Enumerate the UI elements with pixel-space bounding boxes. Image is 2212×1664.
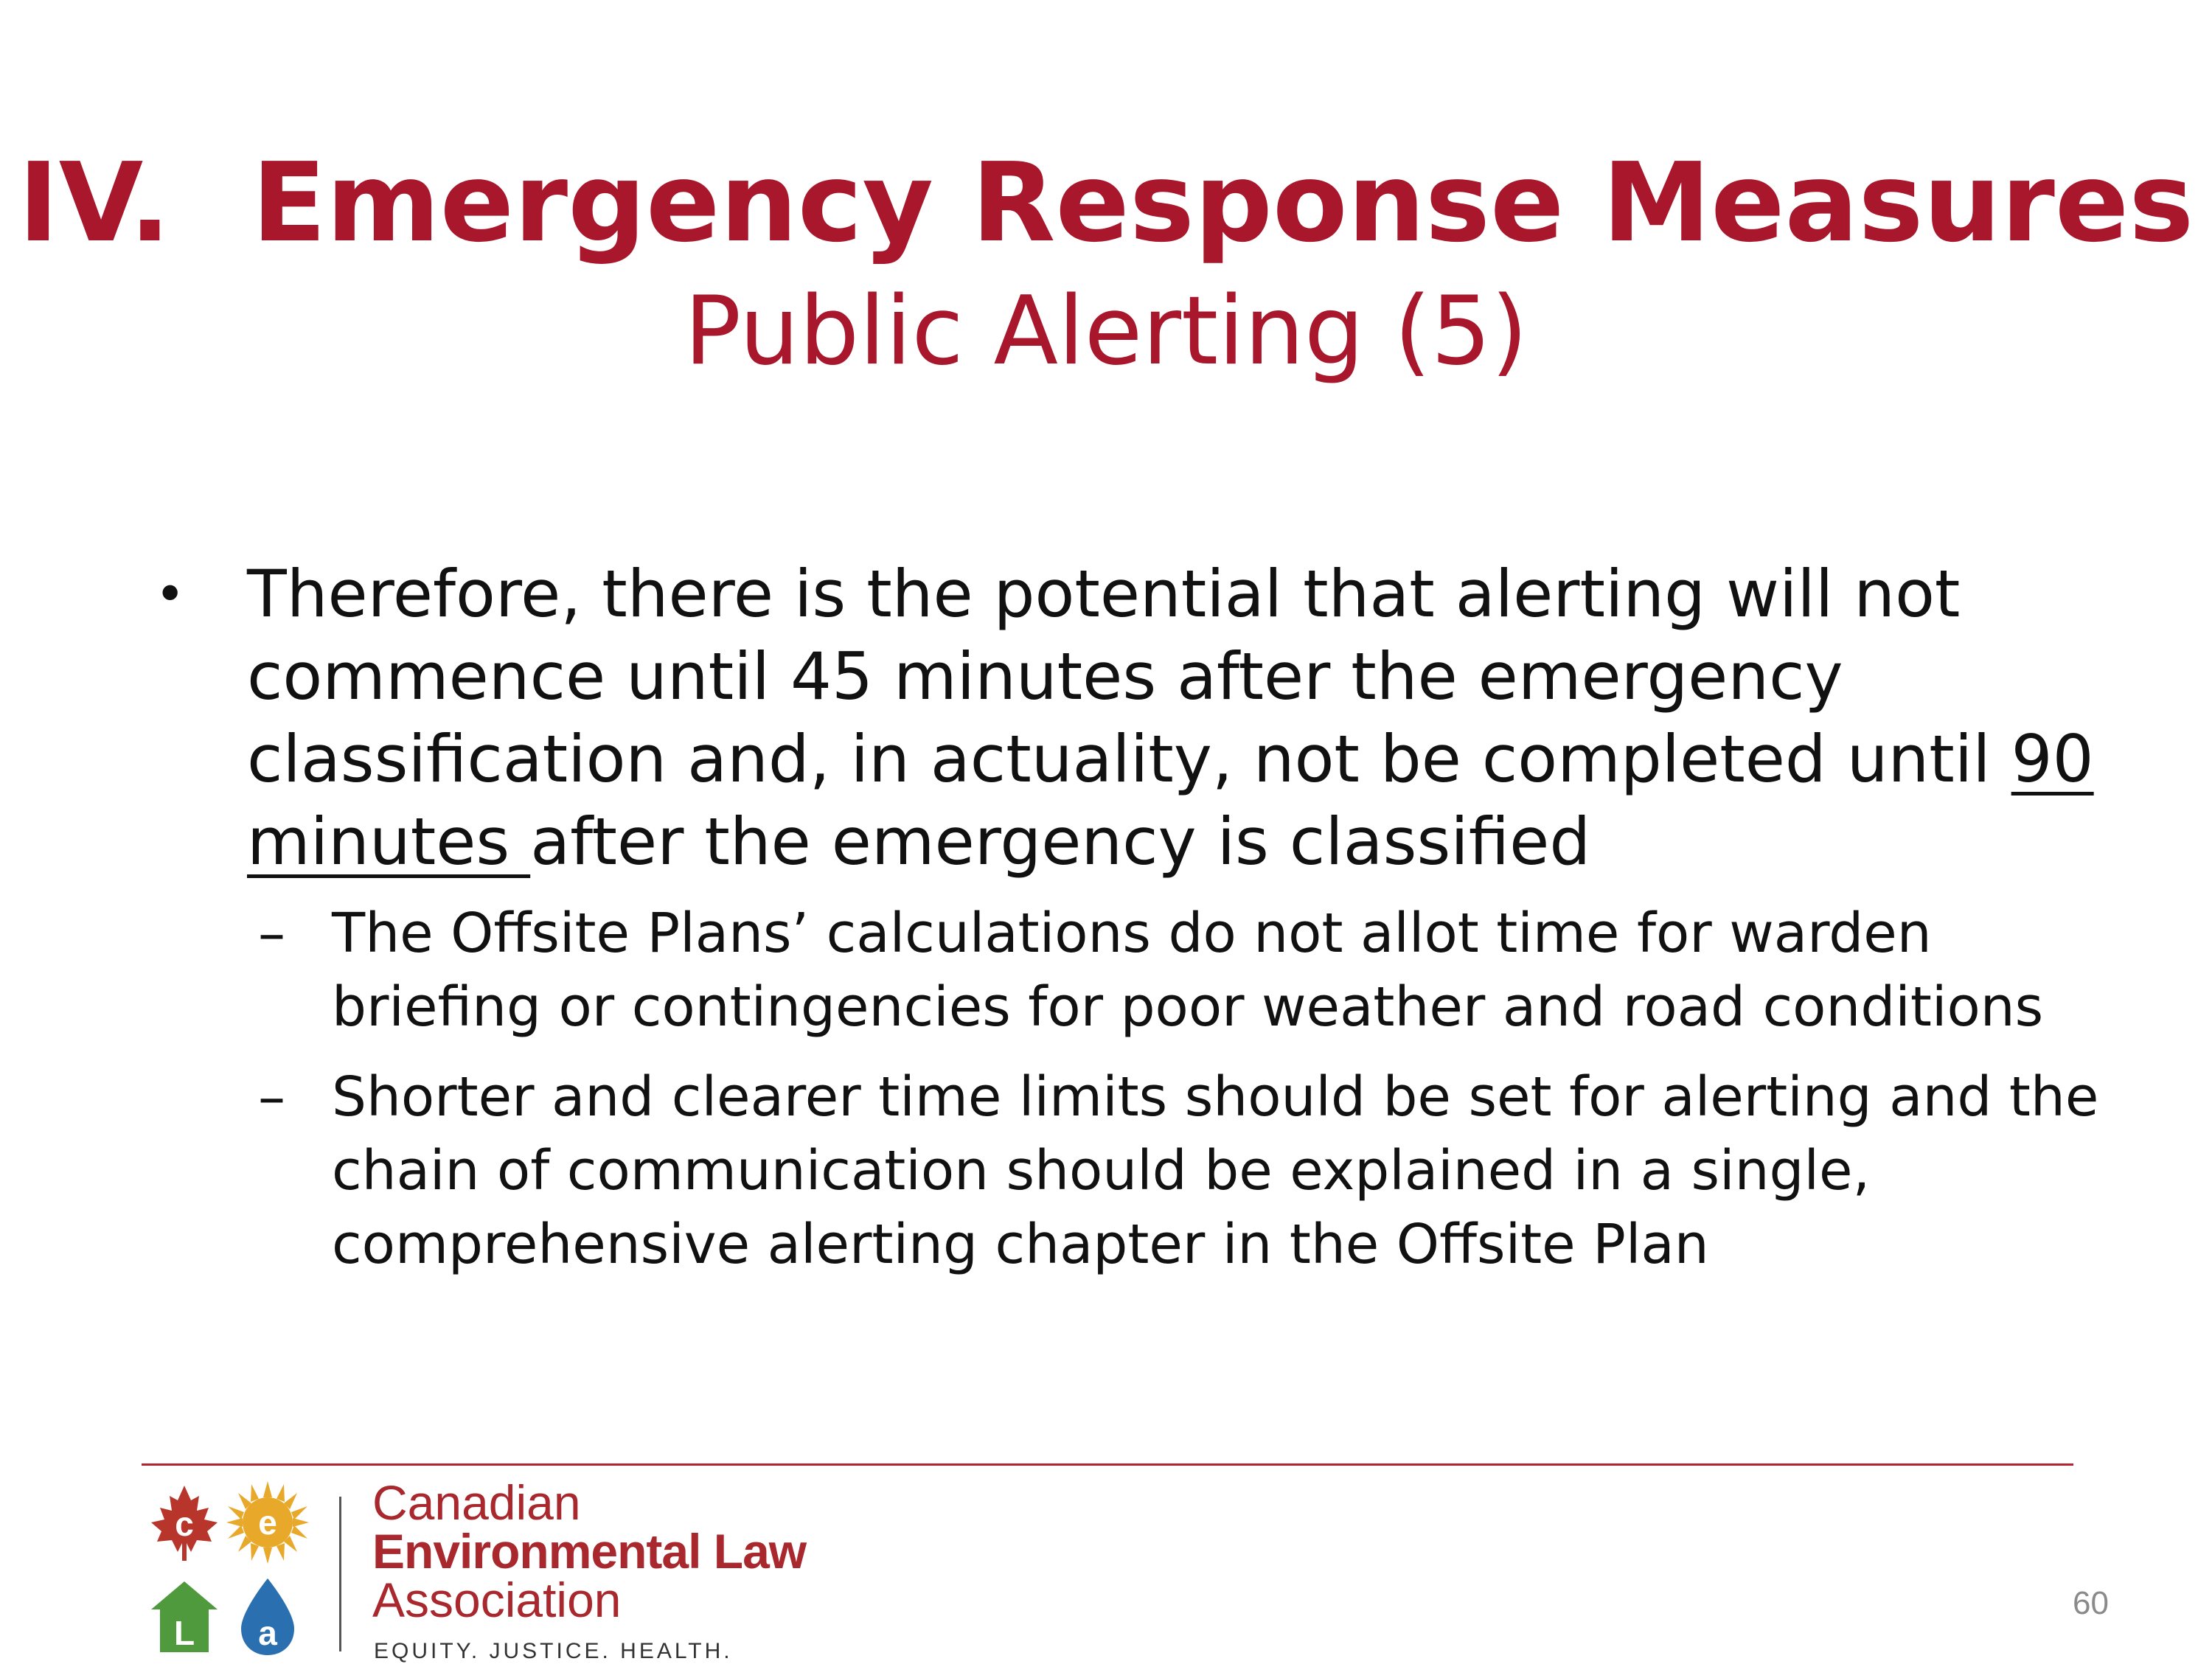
cela-logo-mark-icon: [144, 1478, 324, 1659]
logo-letter-L: L: [173, 1614, 195, 1652]
slide-title: [0, 140, 2212, 265]
sub-bullet-list: [155, 897, 2109, 1281]
logo-tagline: EQUITY. JUSTICE. HEALTH.: [374, 1639, 733, 1663]
cela-logo: [144, 1475, 837, 1663]
sub-bullet-item: [155, 1060, 2109, 1281]
sub-bullet-item: [155, 897, 2109, 1044]
logo-name-line-3: Association: [372, 1573, 622, 1627]
logo-organization-name: [372, 1475, 807, 1627]
logo-letter-a: a: [258, 1614, 277, 1652]
sub-bullet-marker: –: [258, 902, 285, 965]
title-text: Emergency Response Measures: [251, 139, 2194, 266]
sub-bullet-marker: –: [258, 1065, 285, 1129]
footer-divider: [142, 1463, 2073, 1466]
sub-bullet-text: The Offsite Plans’ calculations do not allot time for warden briefing or contingencies for poor weather and road conditions: [332, 902, 2044, 1039]
logo-letter-e: e: [258, 1503, 277, 1542]
logo-name-line-1: Canadian: [372, 1475, 581, 1530]
section-numeral: IV.: [18, 139, 171, 266]
main-bullet: [155, 553, 2109, 883]
bullet-underlined-text: 90 minutes: [247, 721, 2094, 880]
bullet-marker: •: [155, 564, 186, 624]
sun-icon: [226, 1481, 309, 1564]
maple-leaf-icon: [151, 1486, 218, 1561]
slide-subtitle: Public Alerting (5): [684, 276, 1528, 386]
logo-letter-c: c: [175, 1505, 194, 1543]
logo-separator: [339, 1497, 341, 1651]
logo-name-line-2: Environmental Law: [372, 1524, 807, 1578]
house-icon: [151, 1581, 218, 1652]
bullet-list: [155, 553, 2109, 1298]
sub-bullet-text: Shorter and clearer time limits should be set for alerting and the chain of communication should be explained in a single, comprehensive alerting chapter in the Offsite Plan: [332, 1065, 2099, 1276]
bullet-text-part-1: Therefore, there is the potential that alerting will not commence until 45 minutes after the emergency classification and, in actuality, not be completed until: [247, 556, 2011, 797]
page-number: 60: [2073, 1585, 2109, 1621]
water-drop-icon: [241, 1578, 294, 1655]
bullet-text-part-2: after the emergency is classified: [530, 804, 1591, 880]
